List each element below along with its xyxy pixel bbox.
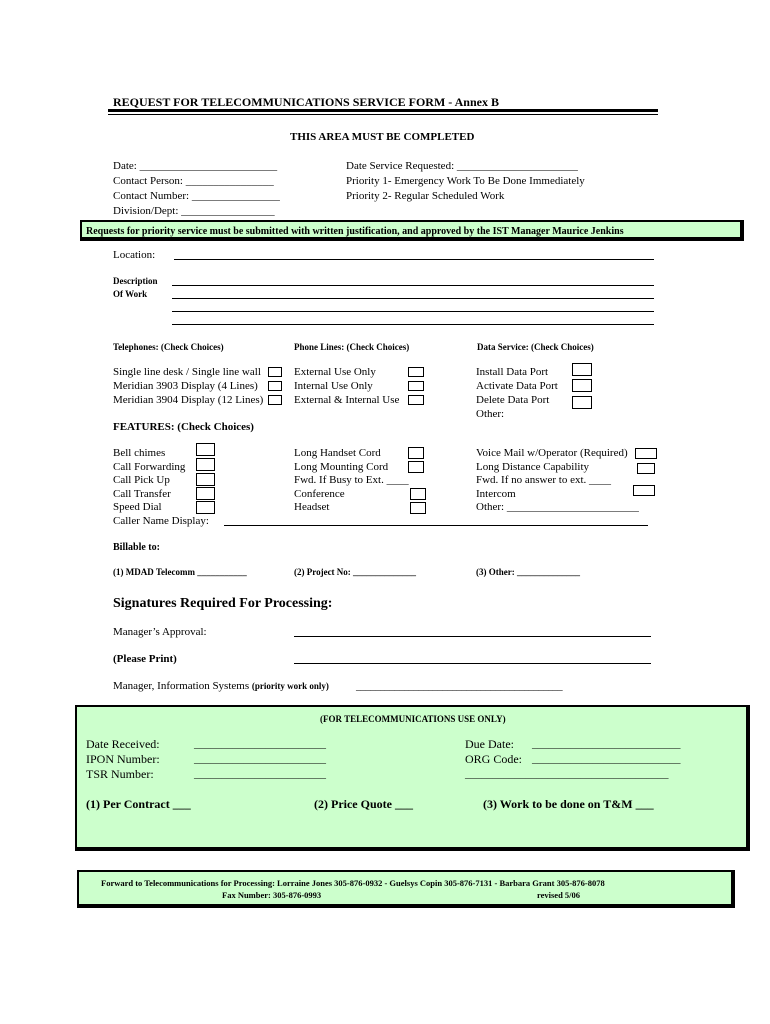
contact-number-field[interactable]: Contact Number: ________________	[113, 190, 280, 202]
org-code-label: ORG Code:	[465, 752, 522, 766]
features-header: FEATURES: (Check Choices)	[113, 421, 254, 433]
speed-dial-checkbox[interactable]	[196, 501, 215, 514]
description-label-2: Of Work	[113, 289, 148, 299]
data-delete-port: Delete Data Port	[476, 394, 550, 406]
phone-line-both: External & Internal Use	[294, 394, 400, 406]
data-delete-checkbox[interactable]	[572, 396, 592, 409]
manager-approval-input[interactable]	[294, 636, 651, 637]
priority-note-box	[80, 220, 744, 241]
telephone-3904-checkbox[interactable]	[268, 395, 282, 405]
must-complete-heading: THIS AREA MUST BE COMPLETED	[290, 131, 475, 143]
telephone-option-meridian-3903: Meridian 3903 Display (4 Lines)	[113, 380, 258, 392]
caller-name-input[interactable]	[224, 525, 648, 526]
tm-option[interactable]: (3) Work to be done on T&M ___	[483, 797, 654, 811]
description-line-1[interactable]	[172, 285, 654, 286]
billable-header: Billable to:	[113, 542, 160, 553]
price-quote-option[interactable]: (2) Price Quote ___	[314, 797, 413, 811]
data-other: Other:	[476, 408, 505, 420]
telephone-option-single-line: Single line desk / Single line wall	[113, 366, 261, 378]
feature-other[interactable]: Other: ________________________	[476, 501, 639, 513]
feature-call-pick-up: Call Pick Up	[113, 474, 170, 486]
feature-voice-mail: Voice Mail w/Operator (Required)	[476, 447, 628, 459]
date-field[interactable]: Date: _________________________	[113, 160, 278, 172]
long-distance-checkbox[interactable]	[637, 463, 655, 474]
billable-mdad[interactable]: (1) MDAD Telecomm ___________	[113, 567, 247, 577]
footer-forward-text: Forward to Telecommunications for Processing: Lorraine Jones 305-876-0932 - Guelsys Copin 305-876-7131 - Barbara Grant 305-876-8078	[101, 878, 605, 888]
data-install-port: Install Data Port	[476, 366, 549, 378]
phone-line-both-checkbox[interactable]	[408, 395, 424, 405]
due-date-label: Due Date:	[465, 737, 514, 751]
bell-chimes-checkbox[interactable]	[196, 443, 215, 456]
extra-input[interactable]: _____________________________________	[465, 768, 669, 780]
footer-fax: Fax Number: 305-876-0993	[222, 890, 322, 900]
long-mounting-cord-checkbox[interactable]	[408, 461, 424, 473]
phone-lines-header: Phone Lines: (Check Choices)	[294, 342, 410, 352]
call-pick-up-checkbox[interactable]	[196, 473, 215, 486]
feature-fwd-if-busy[interactable]: Fwd. If Busy to Ext. ____	[294, 474, 409, 486]
due-date-input[interactable]: ___________________________	[532, 738, 681, 750]
feature-bell-chimes: Bell chimes	[113, 447, 166, 459]
feature-call-forwarding: Call Forwarding	[113, 461, 186, 473]
feature-speed-dial: Speed Dial	[113, 501, 162, 513]
long-handset-cord-checkbox[interactable]	[408, 447, 424, 459]
form-title: REQUEST FOR TELECOMMUNICATIONS SERVICE FORM - Annex B	[113, 95, 499, 109]
feature-conference: Conference	[294, 488, 345, 500]
voice-mail-checkbox[interactable]	[635, 448, 657, 459]
ipon-label: IPON Number:	[86, 752, 160, 766]
description-line-2[interactable]	[172, 298, 654, 299]
please-print-input[interactable]	[294, 663, 651, 664]
ism-manager-text: Manager, Information Systems	[113, 680, 250, 692]
feature-long-mounting-cord: Long Mounting Cord	[294, 461, 389, 473]
call-transfer-checkbox[interactable]	[196, 487, 215, 500]
per-contract-option[interactable]: (1) Per Contract ___	[86, 797, 191, 811]
intercom-checkbox[interactable]	[633, 485, 655, 496]
description-line-3[interactable]	[172, 311, 654, 312]
title-rule	[108, 109, 658, 112]
footer-box	[77, 870, 735, 908]
data-service-header: Data Service: (Check Choices)	[477, 342, 594, 352]
description-label: Description	[113, 276, 158, 286]
billable-other[interactable]: (3) Other: ______________	[476, 567, 580, 577]
feature-long-handset-cord: Long Handset Cord	[294, 447, 381, 459]
billable-project[interactable]: (2) Project No: ______________	[294, 567, 417, 577]
description-line-4[interactable]	[172, 324, 654, 325]
date-service-field[interactable]: Date Service Requested: ______________________	[346, 160, 578, 172]
telephones-header: Telephones: (Check Choices)	[113, 342, 224, 352]
priority-note-text: Requests for priority service must be submitted with written justification, and approved by the IST Manager Maurice Jenkins	[86, 226, 624, 237]
manager-approval-label: Manager’s Approval:	[113, 626, 207, 638]
location-label: Location:	[113, 249, 156, 261]
phone-line-external-checkbox[interactable]	[408, 367, 424, 377]
caller-name-label: Caller Name Display:	[113, 515, 209, 527]
date-received-label: Date Received:	[86, 737, 160, 751]
title-rule-thin	[108, 114, 658, 115]
date-received-input[interactable]: ________________________	[194, 738, 326, 750]
tsr-input[interactable]: ________________________	[194, 768, 326, 780]
contact-person-field[interactable]: Contact Person: ________________	[113, 175, 274, 187]
ism-manager-label	[113, 680, 329, 693]
data-install-checkbox[interactable]	[572, 363, 592, 376]
telecom-use-box	[75, 705, 750, 851]
feature-fwd-no-answer[interactable]: Fwd. If no answer to ext. ____	[476, 474, 612, 486]
headset-checkbox[interactable]	[410, 502, 426, 514]
feature-headset: Headset	[294, 501, 330, 513]
division-field[interactable]: Division/Dept: _________________	[113, 205, 275, 217]
signatures-header: Signatures Required For Processing:	[113, 596, 333, 611]
telephone-3903-checkbox[interactable]	[268, 381, 282, 391]
feature-intercom: Intercom	[476, 488, 516, 500]
data-activate-port: Activate Data Port	[476, 380, 558, 392]
feature-call-transfer: Call Transfer	[113, 488, 171, 500]
phone-line-internal: Internal Use Only	[294, 380, 373, 392]
phone-line-internal-checkbox[interactable]	[408, 381, 424, 391]
telephone-single-line-checkbox[interactable]	[268, 367, 282, 377]
location-input[interactable]	[174, 259, 654, 260]
ism-signature-line[interactable]: ___________________________________________	[356, 681, 563, 692]
tsr-label: TSR Number:	[86, 767, 154, 781]
feature-long-distance: Long Distance Capability	[476, 461, 590, 473]
telephone-option-meridian-3904: Meridian 3904 Display (12 Lines)	[113, 394, 264, 406]
phone-line-external: External Use Only	[294, 366, 376, 378]
please-print-label: (Please Print)	[113, 653, 177, 665]
footer-revised: revised 5/06	[537, 890, 581, 900]
call-forwarding-checkbox[interactable]	[196, 458, 215, 471]
ipon-input[interactable]: ________________________	[194, 753, 326, 765]
data-activate-checkbox[interactable]	[572, 379, 592, 392]
priority-2-text: Priority 2- Regular Scheduled Work	[346, 190, 505, 202]
telecom-use-header: (FOR TELECOMMUNICATIONS USE ONLY)	[320, 714, 506, 724]
conference-checkbox[interactable]	[410, 488, 426, 500]
priority-1-text: Priority 1- Emergency Work To Be Done Immediately	[346, 175, 585, 187]
org-code-input[interactable]: ___________________________	[532, 753, 681, 765]
ism-priority-note: (priority work only)	[251, 681, 329, 691]
